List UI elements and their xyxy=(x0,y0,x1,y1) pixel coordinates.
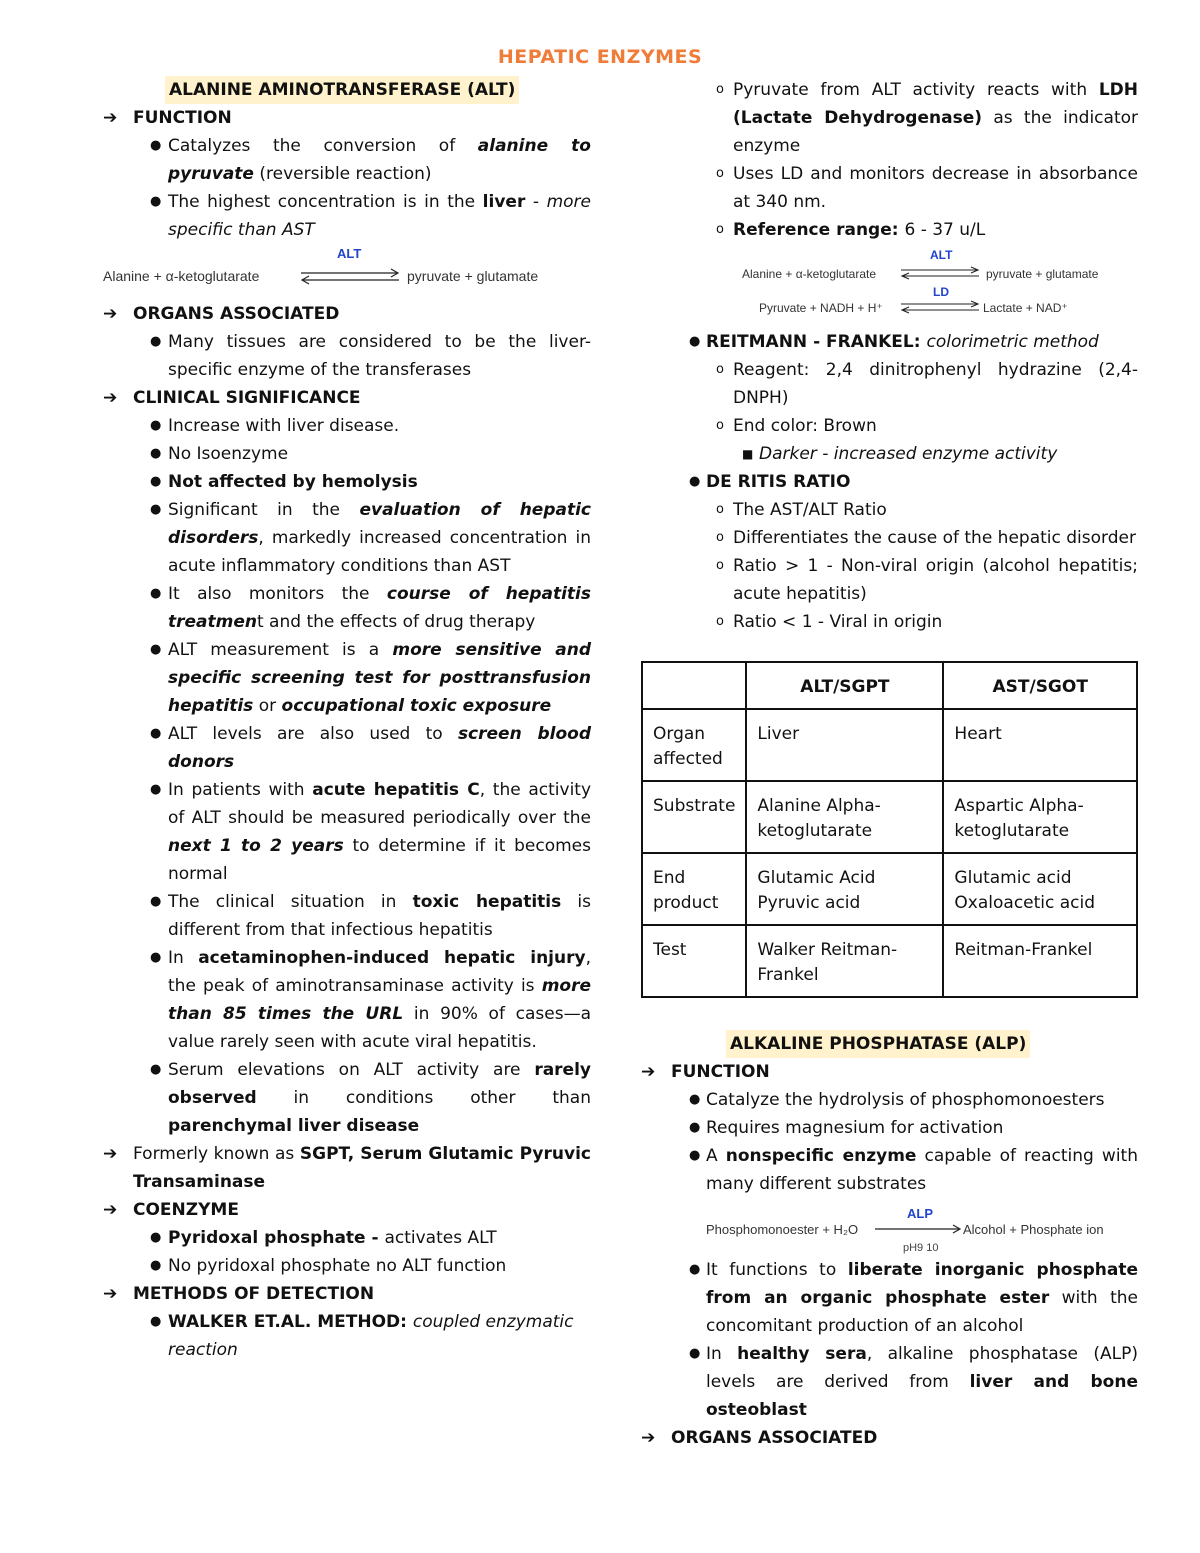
circle-bullet-icon: o xyxy=(716,502,724,517)
table-cell: Organ affected xyxy=(642,709,746,781)
table-header: AST/SGOT xyxy=(943,662,1137,709)
list-item: o Differentiates the cause of the hepatic disorder xyxy=(641,524,1138,552)
table-cell: Walker Reitman-Frankel xyxy=(746,925,943,997)
ld-coupled-equation: ALT Alanine + α-ketoglutarate pyruvate + glutamate LD Pyruvate + NADH + H⁺ Lactate + NAD⁺ xyxy=(742,248,1099,315)
page-title: HEPATIC ENZYMES xyxy=(497,46,703,68)
list-item: ● Serum elevations on ALT activity are rarely observed in conditions other than parenchymal liver disease xyxy=(103,1056,591,1140)
table-cell: Aspartic Alpha-ketoglutarate xyxy=(943,781,1137,853)
bullet-icon: ● xyxy=(150,334,162,349)
square-bullet-icon: ■ xyxy=(742,447,754,461)
list-item: ● Requires magnesium for activation xyxy=(641,1114,1138,1142)
list-item: ● A nonspecific enzyme capable of reacting with many different substrates xyxy=(641,1142,1138,1198)
list-item: ● The highest concentration is in the liver - more specific than AST xyxy=(103,188,591,244)
table-cell: Reitman-Frankel xyxy=(943,925,1137,997)
list-item: ● Catalyzes the conversion of alanine to pyruvate (reversible reaction) xyxy=(103,132,591,188)
circle-bullet-icon: o xyxy=(716,418,724,433)
bullet-icon: ● xyxy=(689,1148,701,1163)
table-row xyxy=(642,781,1137,853)
list-item: ● Many tissues are considered to be the liver-specific enzyme of the transferases xyxy=(103,328,591,384)
table-cell: Liver xyxy=(746,709,943,781)
list-item: ● No pyridoxal phosphate no ALT function xyxy=(103,1252,591,1280)
alt-clinical-heading: ➔ CLINICAL SIGNIFICANCE xyxy=(103,384,591,412)
bullet-icon: ● xyxy=(689,1120,701,1135)
table-cell: Heart xyxy=(943,709,1137,781)
bullet-icon: ● xyxy=(150,138,162,153)
alp-heading: ALKALINE PHOSPHATASE (ALP) xyxy=(726,1030,1030,1058)
alt-coenzyme-heading: ➔ COENZYME xyxy=(103,1196,591,1224)
list-item: ● Increase with liver disease. xyxy=(103,412,591,440)
circle-bullet-icon: o xyxy=(716,614,724,629)
list-item: o Ratio < 1 - Viral in origin xyxy=(641,608,1138,636)
list-item: o Reagent: 2,4 dinitrophenyl hydrazine (2,4-DNPH) xyxy=(641,356,1138,412)
table-row xyxy=(642,709,1137,781)
circle-bullet-icon: o xyxy=(716,558,724,573)
list-item: o Reference range: 6 - 37 u/L xyxy=(641,216,1138,244)
alp-organs-heading: ➔ ORGANS ASSOCIATED xyxy=(641,1424,1138,1452)
arrow-icon: ➔ xyxy=(641,1428,656,1448)
bullet-icon: ● xyxy=(150,894,162,909)
list-item: o Uses LD and monitors decrease in absorbance at 340 nm. xyxy=(641,160,1138,216)
alp-function-heading: ➔ FUNCTION xyxy=(641,1058,1138,1086)
list-item: ● No Isoenzyme xyxy=(103,440,591,468)
right-column xyxy=(641,76,1138,636)
circle-bullet-icon: o xyxy=(716,82,724,97)
bullet-icon: ● xyxy=(689,474,701,489)
bullet-icon: ● xyxy=(150,1230,162,1245)
bullet-icon: ● xyxy=(150,782,162,797)
bullet-icon: ● xyxy=(150,586,162,601)
arrow-icon: ➔ xyxy=(103,1144,118,1164)
list-item: ● ALT measurement is a more sensitive and specific screening test for posttransfusion hepatitis or occupational toxic exposure xyxy=(103,636,591,720)
arrow-icon: ➔ xyxy=(103,1200,118,1220)
table-cell: End product xyxy=(642,853,746,925)
bullet-icon: ● xyxy=(150,642,162,657)
table-cell: Test xyxy=(642,925,746,997)
arrow-icon: ➔ xyxy=(103,388,118,408)
list-item: ● It also monitors the course of hepatitis treatment and the effects of drug therapy xyxy=(103,580,591,636)
alt-formerly-known: ➔ Formerly known as SGPT, Serum Glutamic Pyruvic Transaminase xyxy=(103,1140,591,1196)
bullet-icon: ● xyxy=(150,726,162,741)
bullet-icon: ● xyxy=(689,1346,701,1361)
list-item: ● Catalyze the hydrolysis of phosphomonoesters xyxy=(641,1086,1138,1114)
list-item: ● Significant in the evaluation of hepatic disorders, markedly increased concentration in acute inflammatory conditions than AST xyxy=(103,496,591,580)
alt-heading: ALANINE AMINOTRANSFERASE (ALT) xyxy=(165,76,519,104)
bullet-icon: ● xyxy=(150,194,162,209)
alt-equation: ALT Alanine + α-ketoglutarate pyruvate + glutamate xyxy=(103,246,539,284)
list-item: ● It functions to liberate inorganic phosphate from an organic phosphate ester with the concomitant production of an alcohol xyxy=(641,1256,1138,1340)
table-header: ALT/SGPT xyxy=(746,662,943,709)
list-item: o Ratio > 1 - Non-viral origin (alcohol hepatitis; acute hepatitis) xyxy=(641,552,1138,608)
arrow-icon: ➔ xyxy=(103,1284,118,1304)
left-column xyxy=(103,76,591,1364)
list-item: ● Not affected by hemolysis xyxy=(103,468,591,496)
list-item: ● WALKER ET.AL. METHOD: coupled enzymatic reaction xyxy=(103,1308,591,1364)
list-item: ● DE RITIS RATIO xyxy=(641,468,1138,496)
alt-ast-comparison-table xyxy=(641,661,1138,998)
reversible-arrow-icon xyxy=(899,300,981,316)
arrow-icon: ➔ xyxy=(641,1062,656,1082)
bullet-icon: ● xyxy=(150,502,162,517)
arrow-icon: ➔ xyxy=(103,108,118,128)
circle-bullet-icon: o xyxy=(716,166,724,181)
bullet-icon: ● xyxy=(150,418,162,433)
alp-equation: ALP Phosphomonoester + H₂O pH9 10 Alcohol + Phosphate ion xyxy=(706,1206,1104,1254)
list-item: ■ Darker - increased enzyme activity xyxy=(641,440,1138,468)
alt-methods-heading: ➔ METHODS OF DETECTION xyxy=(103,1280,591,1308)
bullet-icon: ● xyxy=(150,1314,162,1329)
table-cell: Alanine Alpha-ketoglutarate xyxy=(746,781,943,853)
table-cell: Substrate xyxy=(642,781,746,853)
bullet-icon: ● xyxy=(150,950,162,965)
list-item: ● REITMANN - FRANKEL: colorimetric method xyxy=(641,328,1138,356)
table-header xyxy=(642,662,746,709)
table-row xyxy=(642,925,1137,997)
list-item: o Pyruvate from ALT activity reacts with LDH (Lactate Dehydrogenase) as the indicator enzyme xyxy=(641,76,1138,160)
table-row xyxy=(642,853,1137,925)
bullet-icon: ● xyxy=(689,334,701,349)
list-item: ● Pyridoxal phosphate - activates ALT xyxy=(103,1224,591,1252)
bullet-icon: ● xyxy=(689,1092,701,1107)
list-item: o End color: Brown xyxy=(641,412,1138,440)
reversible-arrow-icon xyxy=(299,268,401,286)
alt-organs-heading: ➔ ORGANS ASSOCIATED xyxy=(103,300,591,328)
alt-function-heading: ➔ FUNCTION xyxy=(103,104,591,132)
list-item: ● In acetaminophen-induced hepatic injury, the peak of aminotransaminase activity is more than 85 times the URL in 90% of cases—a value rarely seen with acute viral hepatitis. xyxy=(103,944,591,1056)
list-item: o The AST/ALT Ratio xyxy=(641,496,1138,524)
forward-arrow-icon xyxy=(873,1224,963,1234)
circle-bullet-icon: o xyxy=(716,530,724,545)
bullet-icon: ● xyxy=(150,446,162,461)
list-item: ● ALT levels are also used to screen blood donors xyxy=(103,720,591,776)
list-item: ● The clinical situation in toxic hepatitis is different from that infectious hepatitis xyxy=(103,888,591,944)
bullet-icon: ● xyxy=(150,474,162,489)
bullet-icon: ● xyxy=(689,1262,701,1277)
circle-bullet-icon: o xyxy=(716,362,724,377)
alp-section xyxy=(641,1030,1138,1452)
bullet-icon: ● xyxy=(150,1258,162,1273)
table-header-row xyxy=(642,662,1137,709)
arrow-icon: ➔ xyxy=(103,304,118,324)
list-item: ● In healthy sera, alkaline phosphatase (ALP) levels are derived from liver and bone osteoblast xyxy=(641,1340,1138,1424)
list-item: ● In patients with acute hepatitis C, the activity of ALT should be measured periodically over the next 1 to 2 years to determine if it becomes normal xyxy=(103,776,591,888)
table-cell: Glutamic Acid Pyruvic acid xyxy=(746,853,943,925)
circle-bullet-icon: o xyxy=(716,222,724,237)
table-cell: Glutamic acid Oxaloacetic acid xyxy=(943,853,1137,925)
bullet-icon: ● xyxy=(150,1062,162,1077)
